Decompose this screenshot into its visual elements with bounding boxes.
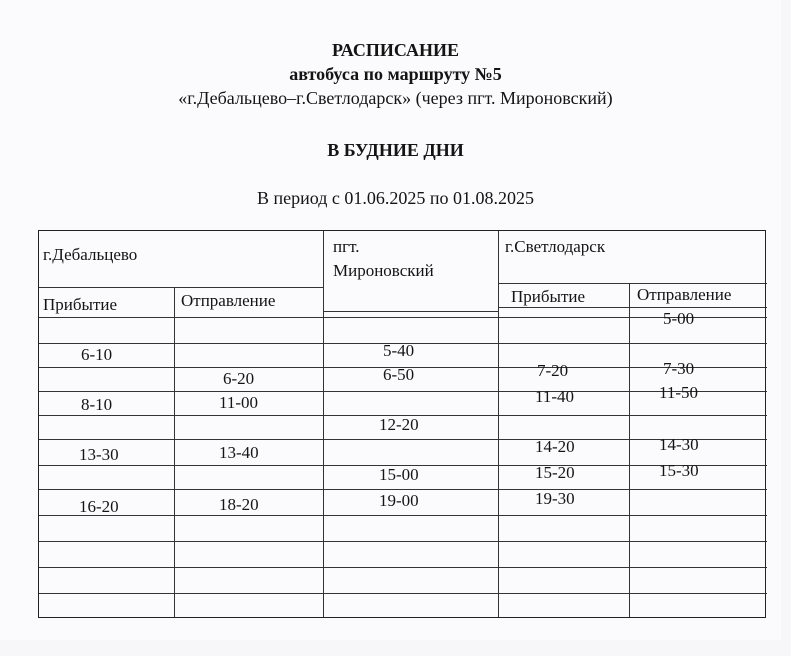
document-title: РАСПИСАНИЕ [332,40,459,60]
route-description: «г.Дебальцево–г.Светлодарск» (через пгт. Мироновский) [178,88,613,108]
validity-period: В период с 01.06.2025 по 01.08.2025 [256,188,535,208]
time-cell: 15-30 [659,461,699,480]
row-divider [39,287,323,288]
time-cell: 14-30 [659,435,699,454]
time-cell: 18-20 [219,495,259,514]
time-cell: 11-50 [659,383,699,402]
time-cell: 5-40 [383,341,415,360]
time-cell: 19-00 [379,491,419,510]
row-divider [39,541,767,542]
weekdays-heading: В БУДНИЕ ДНИ [327,140,464,160]
stop-name-mironovsky-prefix: пгт. [333,237,360,256]
column-header-departure: Отправление [637,285,732,304]
time-cell: 7-30 [663,359,695,378]
time-cell: 19-30 [535,489,575,508]
row-divider [39,317,767,318]
time-cell: 14-20 [535,437,575,456]
stop-name-debaltsevo: г.Дебальцево [43,245,138,264]
time-cell: 13-30 [79,445,119,464]
row-divider [39,439,767,440]
time-cell: 6-20 [223,369,255,388]
time-cell: 16-20 [79,497,119,516]
time-cell: 5-00 [663,309,695,328]
row-divider [39,567,767,568]
row-divider [39,391,767,392]
col-divider [498,231,499,617]
column-header-arrival: Прибытие [43,295,118,314]
time-cell: 11-40 [535,387,575,406]
route-subtitle: автобуса по маршруту №5 [289,64,502,84]
col-divider [323,231,324,617]
column-header-arrival: Прибытие [511,287,586,306]
row-divider [39,593,767,594]
time-cell: 7-20 [537,361,569,380]
row-divider [323,311,498,312]
time-cell: 6-50 [383,365,415,384]
time-cell: 15-20 [535,463,575,482]
row-divider [39,515,767,516]
time-cell: 12-20 [379,415,419,434]
schedule-table [38,230,766,618]
time-cell: 15-00 [379,465,419,484]
row-divider [498,307,767,308]
column-header-departure: Отправление [181,291,276,310]
stop-name-svetlodarsk: г.Светлодарск [505,237,606,256]
time-cell: 13-40 [219,443,259,462]
time-cell: 11-00 [219,393,259,412]
time-cell: 8-10 [81,395,113,414]
stop-name-mironovsky: Мироновский [333,261,434,280]
time-cell: 6-10 [81,345,113,364]
